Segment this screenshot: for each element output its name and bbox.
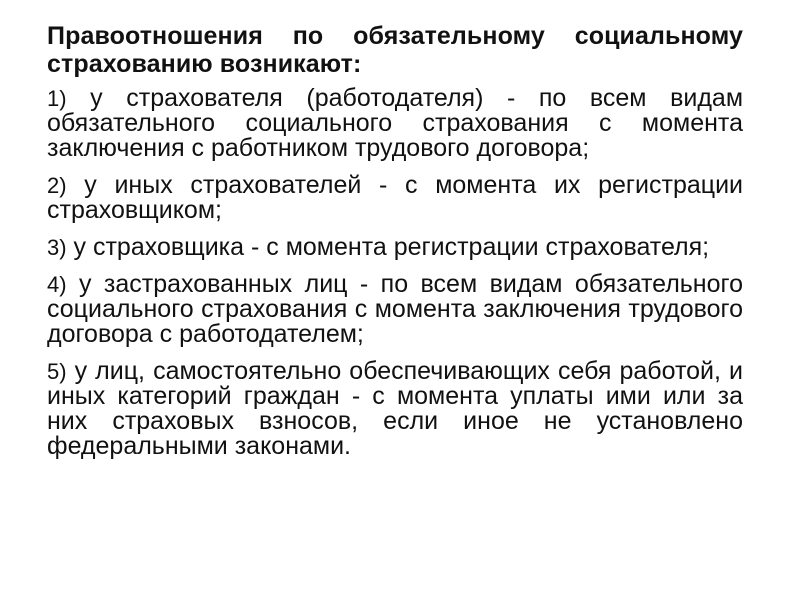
item-number: 5) [47,359,67,384]
list-item-3 [47,235,743,260]
item-text: у застрахованных лиц - по всем видам обязательного социального страхования с момента заключения трудового договора с работодателем; [47,270,743,348]
item-text: у страховщика - с момента регистрации страхователя; [73,233,710,261]
list-item-5 [47,359,743,459]
slide-content [47,22,743,459]
provisions-list [47,86,743,459]
item-number: 2) [47,173,67,198]
list-item-4 [47,272,743,347]
list-item-1 [47,86,743,161]
slide-heading: Правоотношения по обязательному социальному страхованию возникают: [47,22,743,78]
item-text: у страхователя (работодателя) - по всем видам обязательного социального страхования с момента заключения с работником трудового договора; [47,84,744,162]
item-number: 3) [47,235,67,260]
item-number: 1) [47,86,67,111]
item-text: у лиц, самостоятельно обеспечивающих себя работой, и иных категорий граждан - с момента уплаты ими или за них страховых взносов, если иное не установлено федеральными законами. [47,357,743,460]
item-text: у иных страхователей - с момента их регистрации страховщиком; [47,171,744,224]
list-item-2 [47,173,743,223]
item-number: 4) [47,272,67,297]
